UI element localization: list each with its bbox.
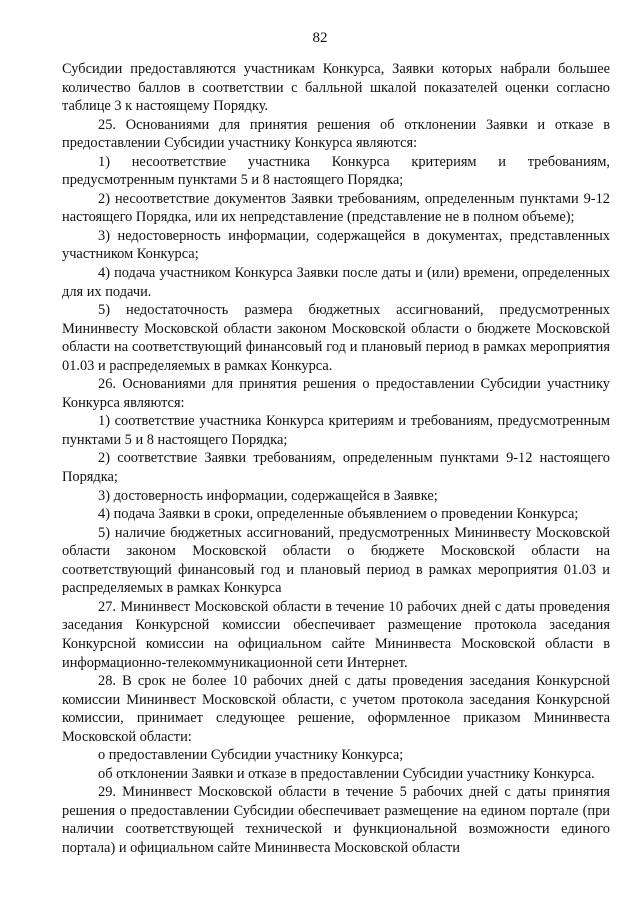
paragraph-29: 29. Мининвест Московской области в течение 5 рабочих дней с даты принятия решения о предоставлении Субсидии обеспечивает размещение на едином портале (при наличии соответствующей технической и функциональной возможности единого портала) и официальном сайте Мининвеста Московской области <box>62 784 610 856</box>
paragraph-26: 26. Основаниями для принятия решения о предоставлении Субсидии участнику Конкурса являются: <box>62 376 610 411</box>
paragraph-26-item-3: 3) достоверность информации, содержащейся в Заявке; <box>98 487 438 504</box>
paragraph-25-item-5: 5) недостаточность размера бюджетных ассигнований, предусмотренных Мининвесту Московской области законом Московской области о бюджете Московской области на соответствующий финансовый год и плановый период в рамках мероприятия 01.03 и распределяемых в рамках Конкурса. <box>62 302 610 374</box>
paragraph-intro: Субсидии предоставляются участникам Конкурса, Заявки которых набрали большее количество баллов в соответствии с балльной шкалой показателей оценки согласно таблице 3 к настоящему Порядку. <box>62 61 610 115</box>
paragraph-28: 28. В срок не более 10 рабочих дней с даты проведения заседания Конкурсной комиссии Мининвест Московской области, с учетом протокола заседания Конкурсной комиссии, принимает следующее решение, оформленное приказом Мининвеста Московской области: <box>62 673 610 745</box>
paragraph-26-item-4: 4) подача Заявки в сроки, определенные объявлением о проведении Конкурса; <box>98 506 579 523</box>
paragraph-25-item-2: 2) несоответствие документов Заявки требованиям, определенным пунктами 9-12 настоящего Порядка, или их непредставление (представление не в полном объеме); <box>62 190 610 226</box>
paragraph-26-item-2: 2) соответствие Заявки требованиям, определенным пунктами 9-12 настоящего Порядка; <box>62 450 610 486</box>
paragraph-25-item-3: 3) недостоверность информации, содержащейся в документах, представленных участником Конкурса; <box>62 227 610 263</box>
paragraph-25: 25. Основаниями для принятия решения об отклонении Заявки и отказе в предоставлении Субсидии участнику Конкурса являются: <box>62 116 610 152</box>
paragraph-27: 27. Мининвест Московской области в течение 10 рабочих дней с даты проведения заседания Конкурсной комиссии обеспечивает размещение протокола заседания Конкурсной комиссии на официальном сайте Мининвеста Московской области в информационно-телекоммуникационной сети Интернет. <box>62 598 610 671</box>
document-body <box>62 60 610 858</box>
paragraph-28-option-reject: об отклонении Заявки и отказе в предоставлении Субсидии участнику Конкурса. <box>98 765 595 782</box>
paragraph-26-item-1: 1) соответствие участника Конкурса критериям и требованиям, предусмотренным пунктами 5 и 8 настоящего Порядка; <box>62 413 610 448</box>
paragraph-25-item-4: 4) подача участником Конкурса Заявки после даты и (или) времени, определенных для их подачи. <box>62 265 610 300</box>
page-number: 82 <box>312 30 328 46</box>
paragraph-26-item-5: 5) наличие бюджетных ассигнований, предусмотренных Мининвесту Московской области законом Московской области о бюджете Московской области на соответствующий финансовый год и плановый период в рамках мероприятия 01.03 и распределяемых в рамках Конкурса <box>62 524 610 597</box>
paragraph-28-option-grant: о предоставлении Субсидии участнику Конкурса; <box>98 747 404 764</box>
paragraph-25-item-1: 1) несоответствие участника Конкурса критериям и требованиям, предусмотренным пунктами 5 и 8 настоящего Порядка; <box>62 153 610 189</box>
